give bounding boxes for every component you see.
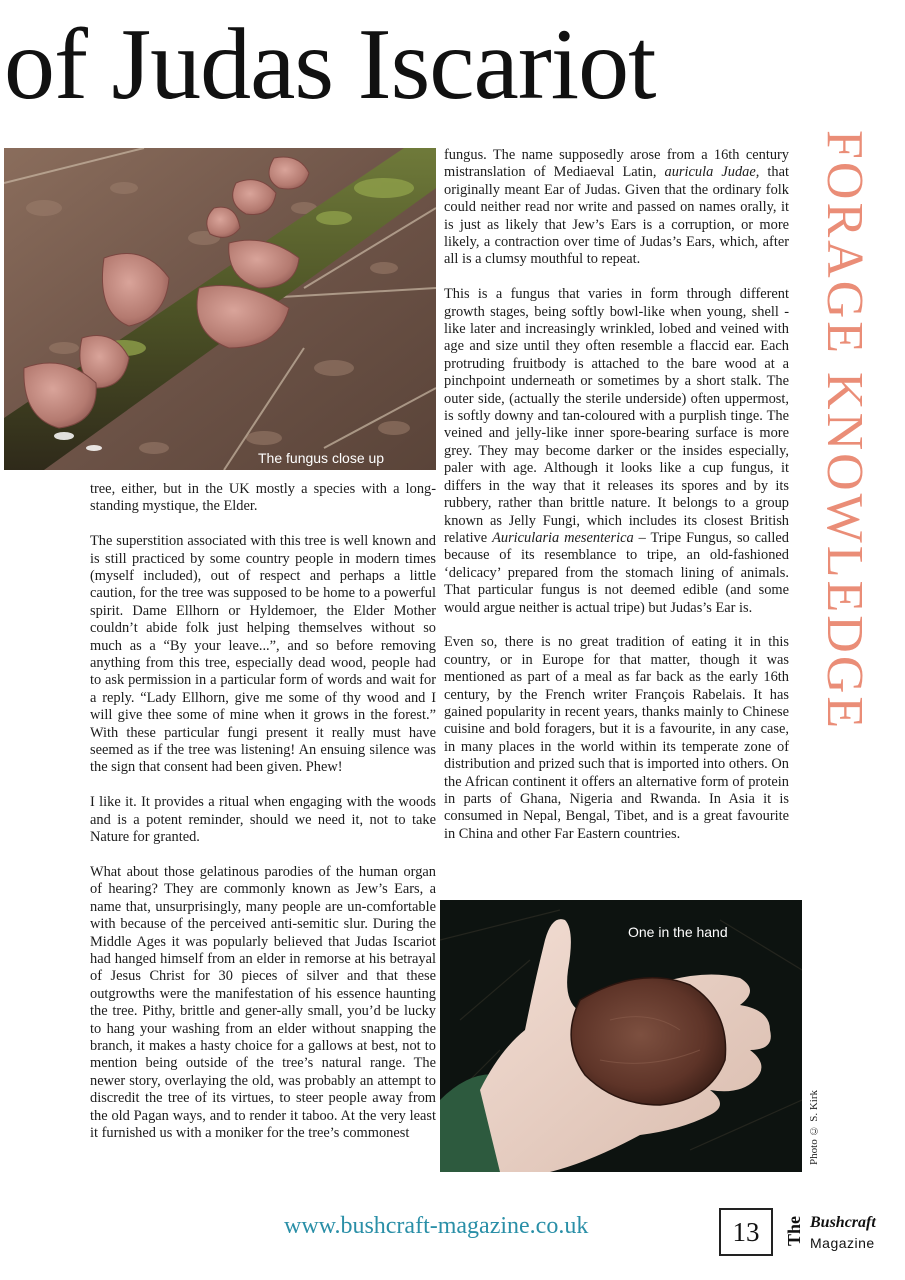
magazine-logo-magazine: Magazine <box>810 1235 875 1251</box>
right-p2-text-b: – Tripe Fungus, so called because of its resemblance to tripe, an old-fashioned ‘delicacy’ prepared from the stomach lining of animals. That particular fungus is not deemed edible (and some would argue neither is actual tripe) but Judas’s Ear is. <box>444 529 790 616</box>
article-right-column <box>444 147 789 843</box>
magazine-logo-the: The <box>784 1216 804 1247</box>
right-p2-text-a: This is a fungus that varies in form through different growth stages, being softly bowl-like when young, shell -like later and increasingly wrinkled, lobed and veined with age and size until they often resemble a flaccid ear. Each protruding fruitbody is attached to the bare wood at a pinchpoint underneath or sometimes by a short stalk. The outer side, (actually the sterile underside) often uppermost, is softly downy and tan-coloured with a purplish tinge. The veined and jelly-like inner spore-bearing surface is more grey. They may become darker or the insides especially, paler with age. Although it looks like a cup fungus, it differs in the way that it releases its spores and by its rubbery, rather than brittle nature. It belongs to a group known as Jelly Fungi, which includes its closest British relative <box>444 286 789 546</box>
magazine-logo-bushcraft: Bushcraft <box>810 1214 876 1231</box>
left-paragraph-1: tree, either, but in the UK mostly a species with a long-standing mystique, the Elder. <box>90 481 436 515</box>
right-paragraph-3: Even so, there is no great tradition of eating it in this country, or in Europe for that matter, though it was mentioned as part of a meal as far back as the early 16th century, by the French writer François Rabelais. It has gained popularity in recent years, thanks mainly to Chinese cuisine and bold foragers, but it is a favourite, in any case, in many places in the world within its temperate zone of distribution and prized such that is imported into others. On the African continent it offers an alternative form of protein in parts of Ghana, Nigeria and Rwanda. In Asia it is consumed in Nepal, Bengal, Tibet, and is a great favourite in China and other Far Eastern countries. <box>444 634 789 842</box>
article-title: of Judas Iscariot <box>4 8 656 121</box>
left-paragraph-2: The superstition associated with this tree is well known and is still practiced by some country people in modern times (myself included), out of respect and perhaps a little caution, for the tree was supposed to be home to a powerful spirit. Dame Ellhorn or Hyldemoer, the Elder Mother couldn’t abide folk just helping themselves without so much as a “By your leave...”, and so before removing anything from this tree, especially dead wood, people had to ask permission in a particular form of words and wait for a reply. “Lady Ellhorn, give me some of thy wood and I will give thee some of mine when it grows in the forest.” With these particular fungi present it really must have seemed as if the tree was listening! An ensuing silence was the sign that consent had been given. Phew! <box>90 533 436 776</box>
left-paragraph-3: I like it. It provides a ritual when engaging with the woods and is a potent reminder, should we need it, not to take Nature for granted. <box>90 794 436 846</box>
photo-credit: Photo © S. Kirk <box>808 1090 820 1165</box>
right-p2-latin-name: Auricularia mesenterica <box>492 529 634 546</box>
fungus-photo <box>4 148 436 470</box>
hand-photo-drawing <box>440 900 802 1172</box>
left-paragraph-4: What about those gelatinous parodies of the human organ of hearing? They are commonly known as Jew’s Ears, a name that, unsurprisingly, many people are un-comfortable with because of the perceived anti-semitic slur. During the Middle Ages it was popularly believed that Judas Iscariot had hanged himself from an elder in remorse at his betrayal of Jesus Christ for 30 pieces of silver and that these outgrowths were the manifestation of his essence haunting the tree. Pithy, brittle and gener-ally small, you’d be lucky to hang your washing from an elder without snapping the branch, it makes a hasty choice for a gallows at best, not to mention being outside of the tree’s natural range. The newer story, overlaying the old, was probably an attempt to discredit the tree of its virtues, to steer people away from the old Pagan ways, and to render it taboo. At the very least it furnished us with a moniker for the tree’s commonest <box>90 863 436 1141</box>
section-heading: FORAGE KNOWLEDGE <box>816 130 873 732</box>
fungus-photo-caption: The fungus close up <box>258 450 385 466</box>
right-p1-latin-name: auricula Judae, <box>664 164 760 181</box>
page-number: 13 <box>719 1208 773 1256</box>
right-paragraph-2 <box>444 286 789 617</box>
right-p1-text-a: fungus. The name supposedly arose from a 16th century mistranslation of Mediaeval Latin, <box>444 147 789 181</box>
fungus-photo-drawing <box>4 148 436 470</box>
right-paragraph-1 <box>444 147 789 269</box>
article-left-column <box>90 481 436 1142</box>
hand-photo-caption: One in the hand <box>628 924 728 940</box>
magazine-website-link[interactable]: www.bushcraft-magazine.co.uk <box>284 1213 589 1239</box>
hand-photo <box>440 900 802 1172</box>
right-p1-text-b: that originally meant Ear of Judas. Given that the ordinary folk could neither read nor write and passed on names orally, it is just as likely that Jew’s Ears is a corruption, or more likely, a contraction over time of Judas’s Ears, which, after all is a clumsy mouthful to repeat. <box>444 164 789 268</box>
